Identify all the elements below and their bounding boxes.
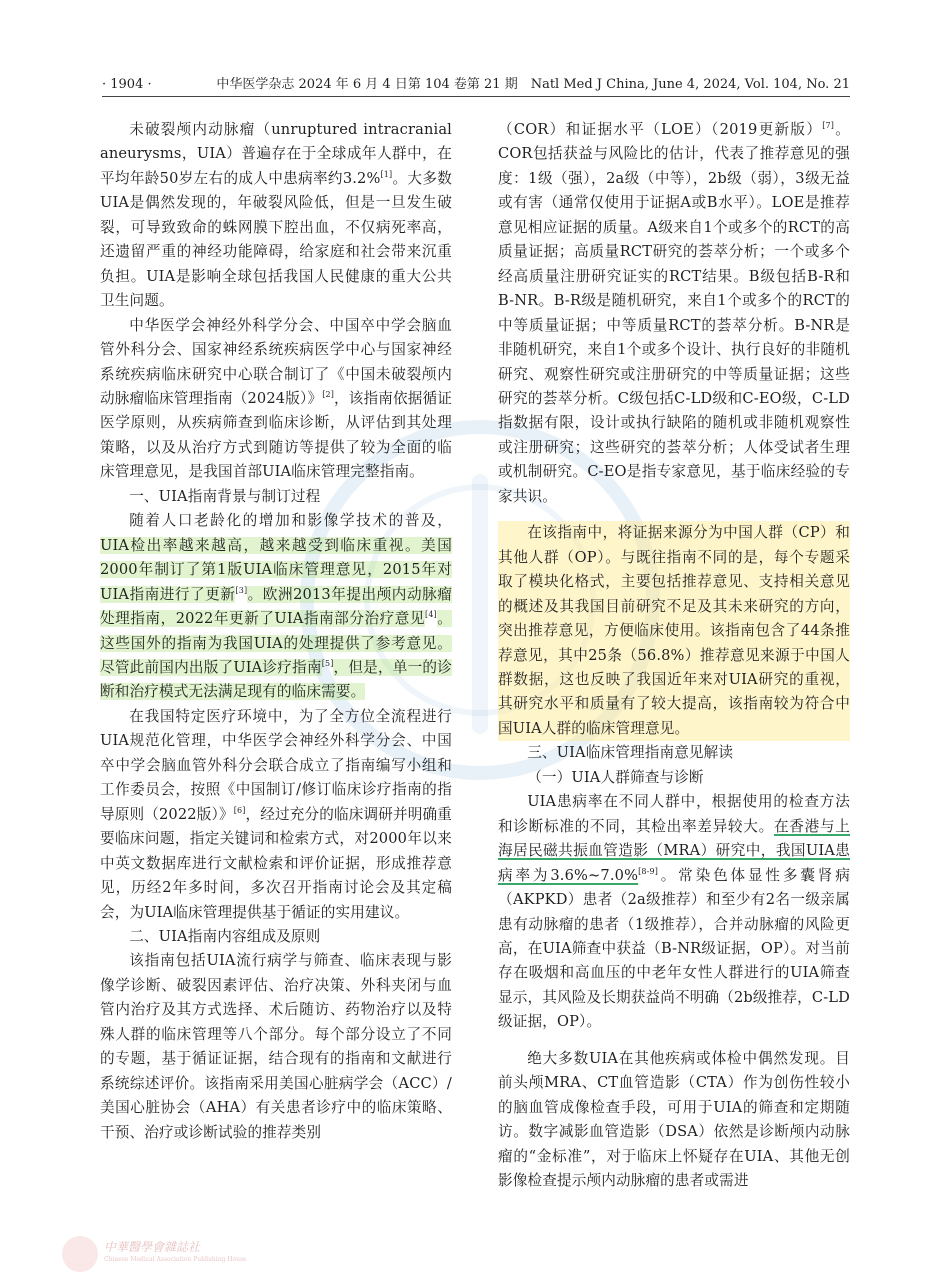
underlined-passage: 在香港与上海居民磁共振血管造影（MRA）研究中，我国UIA患病率为3.6%~7.0% bbox=[498, 817, 850, 884]
citation-ref[interactable]: [4] bbox=[425, 610, 437, 620]
page-number: · 1904 · bbox=[102, 77, 152, 92]
citation-ref[interactable]: [2] bbox=[322, 390, 334, 400]
section-3-heading: 三、UIA临床管理指南意见解读 bbox=[527, 744, 734, 762]
section-2-paragraph-1: 该指南包括UIA流行病学与筛查、临床表现与影像学诊断、破裂因素评估、治疗决策、外科夹闭与血管内治疗及其方式选择、术后随访、药物治疗以及特殊人群的临床管理等八个部分。每个部分设立了不同的专题，基于循证证据，结合现有的指南和文献进行系统综述评价。该指南采用美国心脏病学会（ACC）/美国心脏协会（AHA）有关患者诊疗中的临床策略、干预、治疗或诊断试验的推荐类别 bbox=[100, 952, 452, 1141]
right-column bbox=[498, 118, 850, 1193]
section-3-paragraph-2: 绝大多数UIA在其他疾病或体检中偶然发现。目前头颅MRA、CT血管造影（CTA）作为创伤性较小的脑血管成像检查手段，可用于UIA的筛查和定期随访。数字减影血管造影（DSA）依然是诊断颅内动脉瘤的“金标准”，对于临床上怀疑存在UIA、其他无创影像检查提示颅内动脉瘤的患者或需进 bbox=[498, 1049, 850, 1190]
publisher-logo-icon bbox=[62, 1236, 98, 1272]
section-1-paragraph-2: 在我国特定医疗环境中，为了全方位全流程进行UIA规范化管理，中华医学会神经外科学分会、中国卒中学会脑血管外科分会联合成立了指南编写小组和工作委员会，按照《中国制订/修订临床诊疗指南的指导原则（2022版）》[6]，经过充分的临床调研并明确重要临床问题，指定关键词和检索方式，对2000年以来中英文数据库进行文献检索和评价证据，形成推荐意见，历经2年多时间，多次召开指南讨论会及其定稿会，为UIA临床管理提供基于循证的实用建议。 bbox=[100, 707, 452, 921]
section-2-heading: 二、UIA指南内容组成及原则 bbox=[129, 927, 321, 945]
citation-ref[interactable]: [7] bbox=[822, 121, 835, 131]
section-2-paragraph-1-continued: （COR）和证据水平（LOE）（2019更新版）[7]。COR包括获益与风险比的估计，代表了推荐意见的强度：1级（强），2a级（中等），2b级（弱），3级无益或有害（通常仅使用于证据A或B水平）。LOE是推荐意见相应证据的质量。A级来自1个或多个的RCT的高质量证据；高质量RCT研究的荟萃分析；一个或多个经高质量注册研究证实的RCT结果。B级包括B-R和B-NR。B-R级是随机研究，来自1个或多个的RCT的中等质量证据；中等质量RCT的荟萃分析。B-NR是非随机研究，来自1个或多个设计、执行良好的非随机研究、观察性研究或注册研究的中等质量证据；这些研究的荟萃分析。C级包括C-LD级和C-EO级，C-LD指数据有限，设计或执行缺陷的随机或非随机观察性或注册研究；这些研究的荟萃分析；人体受试者生理或机制研究。C-EO是指专家意见，基于临床经验的专家共识。 bbox=[498, 121, 850, 505]
subsection-3-1-heading: （一）UIA人群筛查与诊断 bbox=[527, 768, 704, 786]
citation-ref[interactable]: [8-9] bbox=[638, 866, 658, 876]
intro-paragraph-2: 中华医学会神经外科学分会、中国卒中学会脑血管外科分会、国家神经系统疾病医学中心与国家神经系统疾病临床研究中心联合制订了《中国未破裂颅内动脉瘤临床管理指南（2024版）》[2]，该指南依据循证医学原则，从疾病筛查到临床诊断，从评估到其处理策略，以及从治疗方式到随访等提供了较为全面的临床管理意见，是我国首部UIA临床管理完整指南。 bbox=[100, 316, 452, 481]
journal-citation: 中华医学杂志 2024 年 6 月 4 日第 104 卷第 21 期 Natl Med J China, June 4, 2024, Vol. 104, No. 21 bbox=[216, 77, 850, 92]
intro-paragraph-1: 未破裂颅内动脉瘤（unruptured intracranial aneurysms，UIA）普遍存在于全球成年人群中，在平均年龄50岁左右的成人中患病率约3.2%[1]。大多数UIA是偶然发现的，年破裂风险低，但是一旦发生破裂，可导致致命的蛛网膜下腔出血，不仅病死率高，还遗留严重的神经功能障碍，给家庭和社会带来沉重负担。UIA是影响全球包括我国人民健康的重大公共卫生问题。 bbox=[100, 121, 452, 310]
section-2-paragraph-2: 在该指南中，将证据来源分为中国人群（CP）和其他人群（OP）。与既往指南不同的是，每个专题采取了模块化格式，主要包括推荐意见、支持相关意见的概述及其我国目前研究不足及其未来研究的方向，突出推荐意见，方便临床使用。该指南包含了44条推荐意见，其中25条（56.8%）推荐意见来源于中国人群数据，这也反映了我国近年来对UIA研究的重视，其研究水平和质量有了较大提高，该指南较为符合中国UIA人群的临床管理意见。 bbox=[498, 521, 850, 741]
running-header bbox=[102, 74, 850, 97]
publisher-name: 中華醫學會雜誌社 bbox=[104, 1240, 201, 1254]
section-3-paragraph-1: UIA患病率在不同人群中，根据使用的检查方法和诊断标准的不同，其检出率差异较大。在香港与上海居民磁共振血管造影（MRA）研究中，我国UIA患病率为3.6%~7.0%[8-9]。常染色体显性多囊肾病（AKPKD）患者（2a级推荐）和至少有2名一级亲属患有动脉瘤的患者（1级推荐），合并动脉瘤的风险更高，在UIA筛查中获益（B-NR级证据，OP）。对当前存在吸烟和高血压的中老年女性人群进行的UIA筛查显示，其风险及长期获益尚不明确（2b级推荐，C-LD级证据，OP）。 bbox=[498, 793, 850, 1031]
section-1-heading: 一、UIA指南背景与制订过程 bbox=[129, 487, 321, 505]
citation-ref[interactable]: [6] bbox=[233, 805, 246, 815]
publisher-name-en: Chinese Medical Association Publishing House bbox=[104, 1256, 247, 1263]
left-column bbox=[100, 118, 452, 1145]
section-1-paragraph-1: 随着人口老龄化的增加和影像学技术的普及，UIA检出率越来越高，越来越受到临床重视。美国2000年制订了第1版UIA临床管理意见，2015年对UIA指南进行了更新[3]。欧洲2013年提出颅内动脉瘤处理指南，2022年更新了UIA指南部分治疗意见[4]。这些国外的指南为我国UIA的处理提供了参考意见。尽管此前国内出版了UIA诊疗指南[5]，但是，单一的诊断和治疗模式无法满足现有的临床需要。 bbox=[100, 512, 452, 701]
citation-ref[interactable]: [1] bbox=[380, 170, 393, 180]
citation-ref[interactable]: [3] bbox=[235, 585, 248, 595]
citation-ref[interactable]: [5] bbox=[321, 659, 334, 669]
